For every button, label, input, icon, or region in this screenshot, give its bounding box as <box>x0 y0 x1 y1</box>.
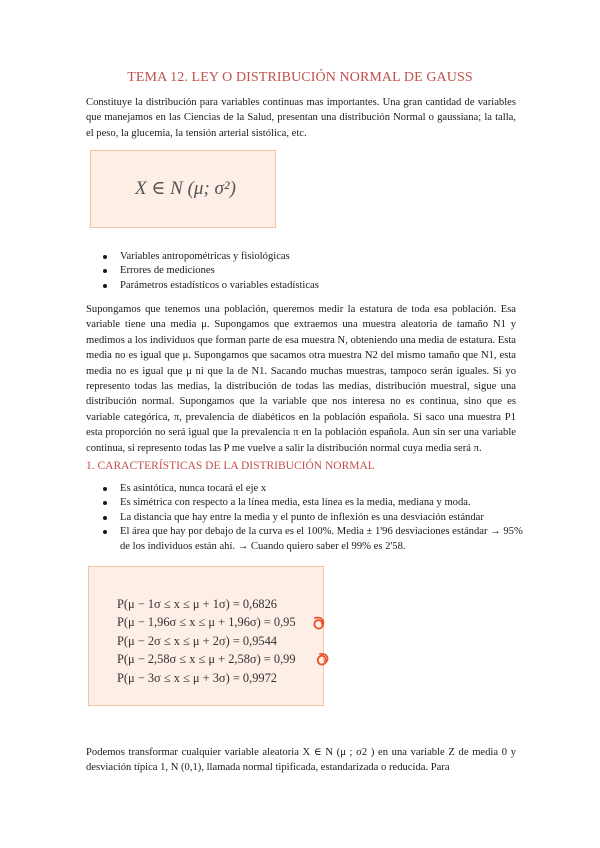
handwritten-circle-mark-icon <box>315 651 331 667</box>
variables-list <box>86 250 526 293</box>
list-item: El área que hay por debajo de la curva es el 100%. Media ± 1'96 desviaciones estándar → 95% de los individuos están ahí. → Cuando quiero saber el 99% es 2'58. <box>86 525 526 554</box>
characteristics-list <box>86 482 526 554</box>
formula-normal: X ∈ N (μ; σ²) <box>135 178 236 199</box>
population-paragraph: Supongamos que tenemos una población, queremos medir la estatura de toda esa población. Esa variable tiene una media μ. Supongamos que extraemos una muestra aleatoria de tamaño N1 y medimos a los individuos que forman parte de esa muestra N, obteniendo una media de estatura. Esta media no es igual que μ. Supongamos que sacamos otra muestra N2 del mismo tamaño que N1, esta media no es igual que μ ni que la de N1. Sacando muchas muestras, tampoco serán iguales. Si yo represento todas las medias, la distribución de todas las medias, distribución muestral, sigue una distribución normal. Supongamos que la variable que nos interesa no es continua, sino que es variable categórica, π, prevalencia de diabéticos en la población española. Si saco una muestra P1 esta proporción no será igual que la prevalencia π en la población española. Aun sin ser una variable continua, si represento todas las P me vuelve a salir la distribución normal cuya media será π. <box>86 304 516 454</box>
list-item: Variables antropométricas y fisiológicas <box>86 250 526 264</box>
list-item: Errores de mediciones <box>86 264 526 278</box>
formula-line: P(μ − 2,58σ ≤ x ≤ μ + 2,58σ) = 0,99 <box>117 652 296 666</box>
transform-paragraph: Podemos transformar cualquier variable aleatoria X ∈ N (μ ; σ2 ) en una variable Z de media 0 y desviación típica 1, N (0,1), llamada normal tipificada, estandarizada o reducida. Para <box>86 747 516 774</box>
intro-paragraph: Constituye la distribución para variables continuas mas importantes. Una gran cantidad de variables que manejamos en las Ciencias de la Salud, presentan una distribución Normal o gaussiana; la talla, el peso, la glucemia, la tensión arterial sistólica, etc. <box>86 97 516 139</box>
handwritten-circle-mark-icon <box>311 615 327 631</box>
section-heading-characteristics: 1. CARACTERÍSTICAS DE LA DISTRIBUCIÓN NORMAL <box>86 460 375 472</box>
formula-box-normal <box>90 150 276 228</box>
list-item: Es simétrica con respecto a la línea media, esta línea es la media, mediana y moda. <box>86 496 526 510</box>
page-title: TEMA 12. LEY O DISTRIBUCIÓN NORMAL DE GAUSS <box>127 70 473 85</box>
list-item: Es asintótica, nunca tocará el eje x <box>86 482 526 496</box>
formula-box-probabilities <box>88 566 324 706</box>
formula-line: P(μ − 1,96σ ≤ x ≤ μ + 1,96σ) = 0,95 <box>117 615 296 629</box>
list-item: Parámetros estadísticos o variables estadísticas <box>86 279 526 293</box>
formula-line: P(μ − 2σ ≤ x ≤ μ + 2σ) = 0,9544 <box>117 634 277 648</box>
formula-line: P(μ − 1σ ≤ x ≤ μ + 1σ) = 0,6826 <box>117 597 277 611</box>
formula-line: P(μ − 3σ ≤ x ≤ μ + 3σ) = 0,9972 <box>117 671 277 685</box>
list-item: La distancia que hay entre la media y el punto de inflexión es una desviación estándar <box>86 511 526 525</box>
